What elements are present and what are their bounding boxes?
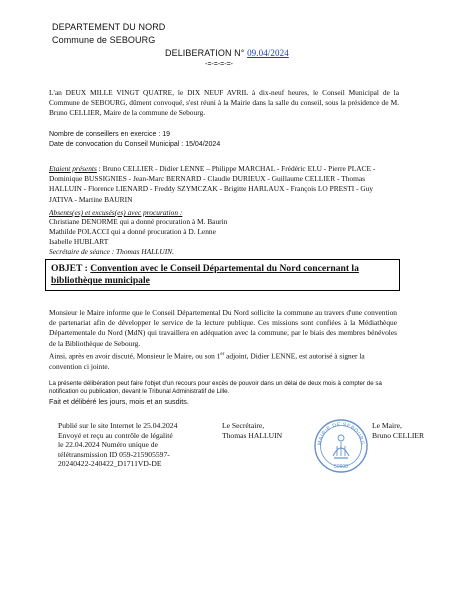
objet-title: Convention avec le Conseil Départemental du Nord concernant la bibliothèque municipale (51, 263, 359, 286)
objet-box (45, 259, 400, 291)
convocation-date: Date de convocation du Conseil Municipal : 15/04/2024 (49, 141, 221, 148)
present-names: : Bruno CELLIER - Didier LENNE – Philippe MARCHAL - Frédéric ELU - Pierre PLACE - Dominique BUSSIGNIES - Jean-Marc BERNARD - Claudie DURIEUX - Guillaume CELLIER - Thomas HALLUIN - Florence LIENARD - Freddy SZYMCZAK - Brigitte HARLAUX - François LO PRESTI - Guy JATIVA - Martine BAURIN (49, 164, 376, 204)
department-header: DEPARTEMENT DU NORD (52, 22, 166, 32)
secretary-signature-block (222, 421, 282, 440)
absent-label: Absents(es) et excusés(es) avec procuration : (49, 208, 183, 217)
commune-header: Commune de SEBOURG (52, 35, 156, 45)
mayor-signature-block (372, 421, 424, 440)
stamp-seal-icon (313, 418, 369, 474)
deliberation-prefix: DELIBERATION N° (165, 48, 245, 58)
absent-line: Mathilde POLACCI qui a donné procuration à D. Lenne (49, 227, 216, 236)
publication-line: le 22.04.2024 Numéro unique de (58, 440, 158, 450)
absent-line: Christiane DENORME qui a donné procuration à M. Baurin (49, 217, 228, 226)
stamp-postal: 59990 (334, 464, 348, 470)
publication-line: Publié sur le site Internet le 25.04.2024 (58, 421, 178, 430)
publication-line: Envoyé et reçu au contrôle de légalité (58, 430, 173, 440)
mayor-title: Le Maire, (372, 421, 402, 430)
present-members (49, 164, 395, 205)
publication-line: 20240422-240422_D1711VD-DE (58, 459, 162, 469)
deliberation-number: 09.04/2024 (247, 48, 289, 58)
publication-line: télétransmission ID 059-215905597- (58, 449, 170, 459)
authorization-text: Ainsi, après en avoir discuté, Monsieur le Maire, ou son 1 (49, 351, 221, 361)
stamp-text: MAIRIE DE SEBOURG (316, 421, 366, 446)
header-separator: -=-=-=-=- (205, 61, 234, 68)
authorization-paragraph (49, 350, 397, 372)
present-label: Etaient présents (49, 164, 97, 173)
deliberation-heading (165, 48, 289, 58)
mayor-name: Bruno CELLIER (372, 430, 425, 440)
ordinal-suffix: er (220, 352, 225, 357)
recourse-notice: La présente délibération peut faire l'objet d'un recours pour excès de pouvoir dans un délai de deux mois à compter de sa notification ou publication, devant le Tribunal Administratif de Lille. (49, 380, 382, 396)
objet-label: OBJET : (51, 263, 88, 274)
absent-line: Isabelle HUBLART (49, 237, 109, 246)
fait-delibere: Fait et délibéré les jours, mois et an susdits. (49, 397, 189, 406)
mairie-stamp (313, 418, 369, 474)
body-paragraph: Monsieur le Maire informe que le Conseil Départemental Du Nord sollicite la commune au travers d'une convention de partenariat afin de développer le service de la lecture publique. Ces missions sont confiées à la Médiathèque Départementale du Nord (MdN) qui travaillera en adéquation avec la commune, par le biais des membres bénévoles de la Bibliothèque de Sebourg. (49, 308, 397, 348)
authorization-text-cont: adjoint, Didier LENNE, est autorisé à signer la convention ci jointe. (49, 351, 365, 371)
conseillers-count: Nombre de conseillers en exercice : 19 (49, 131, 171, 138)
secretary-name: Thomas HALLUIN (222, 430, 283, 440)
session-secretary: Secrétaire de séance : Thomas HALLUIN. (49, 247, 174, 256)
secretary-title: Le Secrétaire, (222, 421, 265, 430)
publication-block (58, 421, 177, 469)
intro-paragraph: L'an DEUX MILLE VINGT QUATRE, le DIX NEUF AVRIL à dix-neuf heures, le Conseil Municipal de la Commune de SEBOURG, dûment convoqué, s'est réuni à la Mairie dans la salle du conseil, sous la présidence de M. Bruno CELLIER, Maire de la commune de Sebourg. (49, 88, 399, 118)
